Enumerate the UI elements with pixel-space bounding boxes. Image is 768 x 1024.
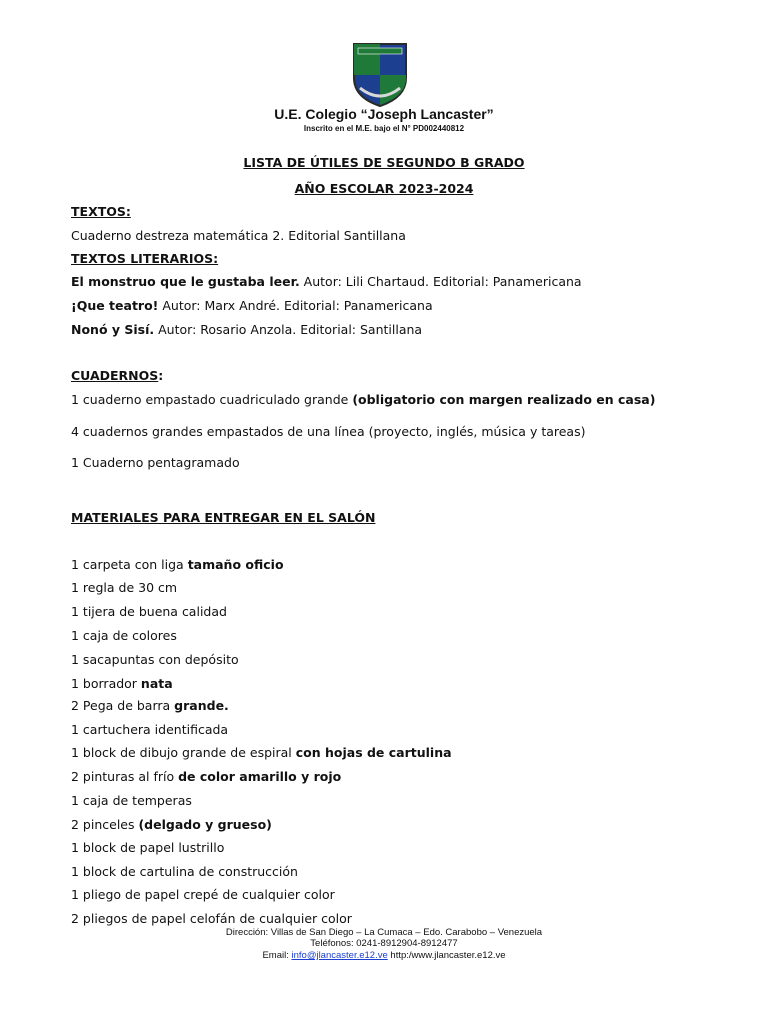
literary-book: Nonó y Sisí. Autor: Rosario Anzola. Editorial: Santillana bbox=[71, 322, 423, 337]
material-item: 1 block de papel lustrillo bbox=[71, 840, 225, 855]
material-item: 1 block de dibujo grande de espiral con hojas de cartulina bbox=[71, 745, 452, 760]
list-title: LISTA DE ÚTILES DE SEGUNDO B GRADO bbox=[243, 155, 525, 170]
school-year: AÑO ESCOLAR 2023-2024 bbox=[294, 181, 474, 196]
school-crest-logo bbox=[352, 42, 408, 108]
notebook-item: 4 cuadernos grandes empastados de una línea (proyecto, inglés, música y tareas) bbox=[71, 424, 586, 439]
material-item: 1 caja de temperas bbox=[71, 793, 192, 808]
material-item: 1 caja de colores bbox=[71, 628, 177, 643]
materiales-heading: MATERIALES PARA ENTREGAR EN EL SALÓN bbox=[71, 510, 376, 525]
school-registration: Inscrito en el M.E. bajo el N° PD002440812 bbox=[303, 124, 465, 133]
literarios-heading: TEXTOS LITERARIOS: bbox=[71, 251, 219, 266]
notebook-item: 1 Cuaderno pentagramado bbox=[71, 455, 240, 470]
material-item: 1 borrador nata bbox=[71, 676, 173, 691]
material-item: 2 pliegos de papel celofán de cualquier color bbox=[71, 911, 352, 926]
school-name: U.E. Colegio “Joseph Lancaster” bbox=[274, 106, 494, 122]
material-item: 2 Pega de barra grande. bbox=[71, 698, 229, 713]
material-item: 1 tijera de buena calidad bbox=[71, 604, 227, 619]
material-item: 1 pliego de papel crepé de cualquier color bbox=[71, 887, 335, 902]
website-text: http:/www.jlancaster.e12.ve bbox=[387, 950, 506, 961]
footer-address: Dirección: Villas de San Diego – La Cumaca – Edo. Carabobo – Venezuela bbox=[225, 927, 543, 938]
textos-item: Cuaderno destreza matemática 2. Editorial Santillana bbox=[71, 228, 406, 243]
footer-contact: Email: info@jlancaster.e12.ve http:/www.jlancaster.e12.ve bbox=[262, 950, 506, 961]
material-item: 1 sacapuntas con depósito bbox=[71, 652, 239, 667]
material-item: 2 pinceles (delgado y grueso) bbox=[71, 817, 272, 832]
literary-book: ¡Que teatro! Autor: Marx André. Editorial: Panamericana bbox=[71, 298, 433, 313]
footer-phones: Teléfonos: 0241-8912904-8912477 bbox=[310, 938, 458, 949]
material-item: 1 block de cartulina de construcción bbox=[71, 864, 298, 879]
notebook-item: 1 cuaderno empastado cuadriculado grande (obligatorio con margen realizado en casa) bbox=[71, 392, 656, 407]
cuadernos-heading: CUADERNOS: bbox=[71, 368, 164, 383]
material-item: 1 carpeta con liga tamaño oficio bbox=[71, 557, 284, 572]
material-item: 2 pinturas al frío de color amarillo y rojo bbox=[71, 769, 342, 784]
textos-heading: TEXTOS: bbox=[71, 204, 131, 219]
email-link[interactable]: info@jlancaster.e12.ve bbox=[291, 950, 388, 961]
literary-book: El monstruo que le gustaba leer. Autor: Lili Chartaud. Editorial: Panamericana bbox=[71, 274, 582, 289]
material-item: 1 regla de 30 cm bbox=[71, 580, 178, 595]
material-item: 1 cartuchera identificada bbox=[71, 722, 229, 737]
